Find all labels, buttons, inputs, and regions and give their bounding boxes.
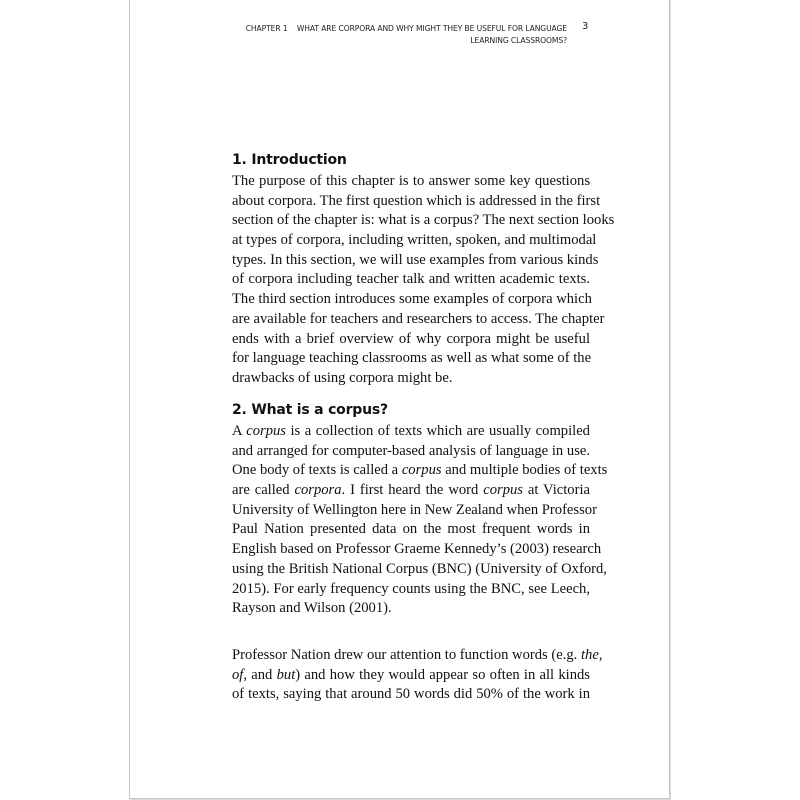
italic-term: corpora: [294, 482, 342, 499]
paragraph: [232, 172, 615, 389]
text-run: are available for teachers and researchers to access. The chapter: [232, 310, 605, 327]
text-run: and multiple bodies of texts: [441, 462, 608, 479]
text-line: [232, 290, 590, 310]
text-run: English based on Professor Graeme Kennedy’s (2003) research: [232, 541, 602, 558]
text-line: [232, 501, 597, 521]
text-run: ends with a brief overview of why corpora might be useful: [232, 330, 590, 347]
text-run: drawbacks of using corpora might be.: [232, 369, 453, 386]
italic-term: of: [232, 666, 244, 683]
text-run: are called: [232, 482, 295, 499]
paragraph: [232, 422, 608, 619]
text-run: of corpora including teacher talk and written academic texts.: [232, 271, 590, 288]
text-run: Rayson and Wilson (2001).: [232, 600, 392, 617]
text-line: [232, 481, 590, 501]
text-run: for language teaching classrooms as well as what some of the: [232, 350, 592, 367]
text-run: about corpora. The first question which is addressed in the first: [232, 192, 601, 209]
text-line: [232, 172, 590, 192]
text-line: [232, 461, 608, 481]
text-line: [232, 211, 615, 231]
text-run: using the British National Corpus (BNC) (University of Oxford,: [232, 560, 607, 577]
text-run: The purpose of this chapter is to answer some key questions: [232, 173, 590, 189]
text-line: [232, 580, 590, 600]
section-heading-what-is-a-corpus: 2. What is a corpus?: [232, 402, 388, 418]
text-line: [232, 442, 590, 462]
italic-term: corpus: [246, 423, 286, 439]
text-run: is a collection of texts which are usually compiled: [285, 423, 590, 439]
text-run: Professor Nation drew our attention to function words (e.g.: [232, 647, 581, 663]
text-run: section of the chapter is: what is a corpus? The next section looks: [232, 212, 615, 229]
text-line: [232, 560, 607, 580]
text-line: [232, 192, 601, 212]
text-line: [232, 520, 590, 540]
text-run: ) and how they would appear so often in all kinds: [295, 666, 590, 683]
italic-term: the: [580, 647, 599, 663]
text-line: [232, 646, 603, 666]
text-run: 2015). For early frequency counts using the BNC, see Leech,: [232, 580, 590, 597]
text-line: [232, 349, 590, 369]
text-run: at Victoria: [522, 482, 590, 499]
text-line: [232, 330, 590, 350]
running-header-line-2: LEARNING CLASSROOMS?: [470, 36, 567, 45]
text-run: Paul Nation presented data on the most frequent words in: [232, 521, 590, 538]
text-run: at types of corpora, including written, spoken, and multimodal: [232, 232, 597, 249]
text-line: [232, 685, 590, 705]
italic-term: but: [276, 666, 296, 683]
text-run: . I first heard the word: [341, 482, 484, 499]
section-heading-introduction: 1. Introduction: [232, 152, 347, 168]
text-run: University of Wellington here in New Zealand when Professor: [232, 501, 597, 518]
text-run: One body of texts is called a: [232, 462, 402, 479]
running-header-line-1: CHAPTER 1 WHAT ARE CORPORA AND WHY MIGHT THEY BE USEFUL FOR LANGUAGE: [245, 24, 567, 33]
text-line: [232, 310, 605, 330]
text-run: , and: [243, 666, 277, 683]
text-run: and arranged for computer-based analysis of language in use.: [232, 442, 590, 459]
text-line: [232, 231, 597, 251]
text-run: A: [232, 423, 247, 439]
text-run: ,: [598, 647, 603, 663]
italic-term: corpus: [401, 462, 442, 479]
italic-term: corpus: [483, 482, 523, 499]
text-line: [232, 666, 590, 686]
text-line: [232, 270, 590, 290]
page-number: 3: [582, 21, 589, 32]
text-line: [232, 540, 602, 560]
paragraph: [232, 646, 603, 705]
text-line: [232, 422, 590, 442]
text-line: [232, 369, 590, 389]
text-line: [232, 599, 590, 619]
text-line: [232, 251, 599, 271]
text-run: of texts, saying that around 50 words did 50% of the work in: [232, 686, 590, 703]
text-run: types. In this section, we will use examples from various kinds: [232, 251, 599, 268]
text-run: The third section introduces some examples of corpora which: [232, 291, 592, 308]
